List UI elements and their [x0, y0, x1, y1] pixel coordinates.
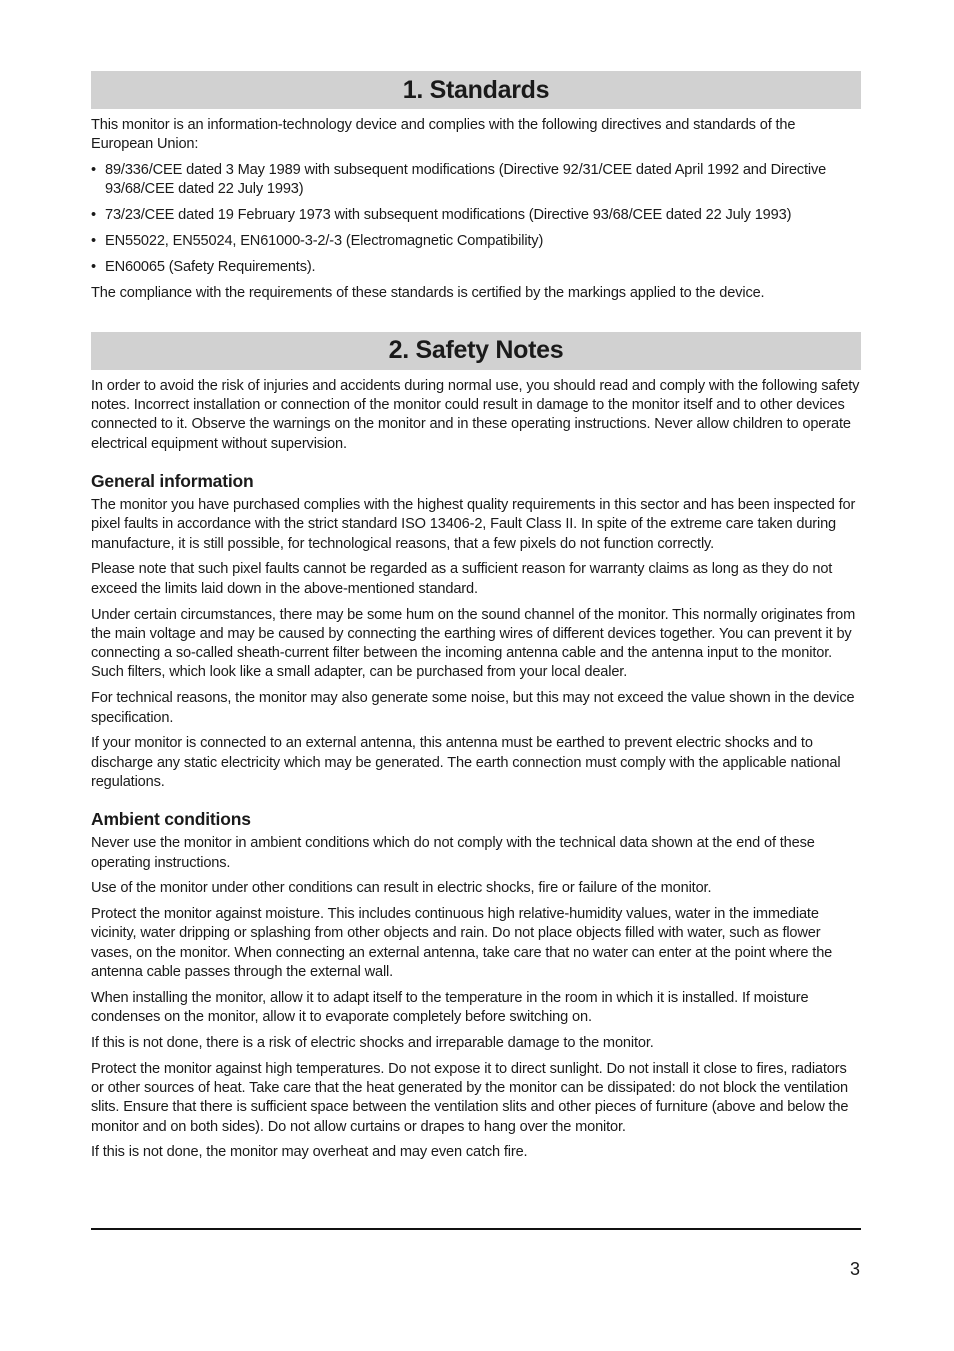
standards-intro: This monitor is an information-technology device and complies with the following directives and standards of the European Union:: [91, 117, 796, 153]
list-item: • EN55022, EN55024, EN61000-3-2/-3 (Electromagnetic Compatibility): [91, 232, 861, 251]
section-heading-safety-notes: 2. Safety Notes: [91, 332, 861, 370]
paragraph: Protect the monitor against moisture. This includes continuous high relative-humidity values, water in the immediate vicinity, water dripping or splashing from other objects and rain. Do not place objects filled with water, such as flower vases, on the monitor. When connecting an external antenna, take care that no water can enter at the point where the antenna cable passes through the external wall.: [91, 906, 833, 980]
paragraph: If your monitor is connected to an external antenna, this antenna must be earthed to prevent electric shocks and to discharge any static electricity which may be generated. The earth connection must comply with the applicable national regulations.: [91, 735, 841, 790]
section-heading-standards: 1. Standards: [91, 71, 861, 109]
subheading-general-information: General information: [91, 471, 254, 492]
paragraph: If this is not done, the monitor may overheat and may even catch fire.: [91, 1144, 528, 1161]
paragraph: For technical reasons, the monitor may also generate some noise, but this may not exceed the value shown in the device specification.: [91, 690, 855, 726]
standards-closing: The compliance with the requirements of these standards is certified by the markings applied to the device.: [91, 284, 765, 301]
paragraph: Never use the monitor in ambient conditions which do not comply with the technical data shown at the end of these operating instructions.: [91, 835, 815, 871]
standards-list: [91, 161, 861, 277]
page-number: 3: [849, 1259, 860, 1279]
list-item: • EN60065 (Safety Requirements).: [91, 258, 861, 277]
document-page: [91, 71, 861, 1163]
paragraph: Under certain circumstances, there may be some hum on the sound channel of the monitor. This normally originates from the main voltage and may be caused by connecting the earthing wires of different devices together. You can prevent it by connecting a so-called sheath-current filter between the incoming antenna cable and the antenna input to the monitor. Such filters, which look like a small adapter, can be purchased from your local dealer.: [91, 606, 856, 681]
paragraph: The monitor you have purchased complies with the highest quality requirements in this sector and has been inspected for pixel faults in accordance with the strict standard ISO 13406-2, Fault Class II. In spite of the extreme care taken during manufacture, it is still possible, for technological reasons, that a few pixels do not function correctly.: [91, 497, 856, 552]
paragraph: Use of the monitor under other conditions can result in electric shocks, fire or failure of the monitor.: [91, 880, 712, 897]
paragraph: Please note that such pixel faults cannot be regarded as a sufficient reason for warranty claims as long as they do not exceed the limits laid down in the above-mentioned standard.: [91, 561, 833, 597]
subheading-ambient-conditions: Ambient conditions: [91, 809, 251, 830]
paragraph: Protect the monitor against high temperatures. Do not expose it to direct sunlight. Do not install it close to fires, radiators or other sources of heat. Take care that the heat generated by the monitor can be dissipated: do not block the ventilation slits. Ensure that there is sufficient space between the ventilation slits and other pieces of furniture (above and below the monitor and on both sides). Do not allow curtains or drapes to hang over the monitor.: [91, 1060, 849, 1135]
list-item: • 89/336/CEE dated 3 May 1989 with subsequent modifications (Directive 92/31/CEE dated April 1992 and Directive 93/68/CEE dated 22 July 1993): [91, 161, 861, 200]
paragraph: If this is not done, there is a risk of electric shocks and irreparable damage to the monitor.: [91, 1034, 654, 1051]
footer-rule: [91, 1228, 861, 1230]
list-item: • 73/23/CEE dated 19 February 1973 with subsequent modifications (Directive 93/68/CEE dated 22 July 1993): [91, 206, 861, 225]
safety-intro: In order to avoid the risk of injuries and accidents during normal use, you should read and comply with the following safety notes. Incorrect installation or connection of the monitor could result in damage to the monitor itself and to other devices connected to it. Observe the warnings on the monitor and in these operating instructions. Never allow children to operate electrical equipment without supervision.: [91, 377, 860, 452]
paragraph: When installing the monitor, allow it to adapt itself to the temperature in the room in which it is installed. If moisture condenses on the monitor, allow it to evaporate completely before switching on.: [91, 989, 809, 1026]
